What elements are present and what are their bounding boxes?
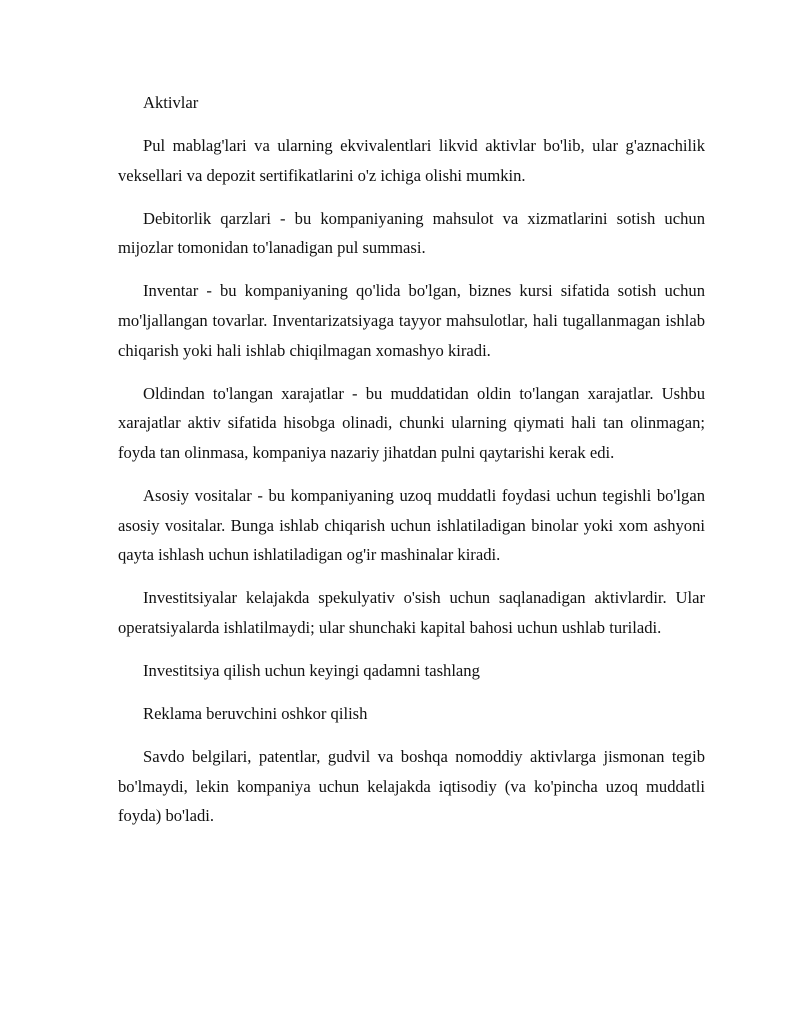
paragraph-investments: Investitsiyalar kelajakda spekulyativ o'sish uchun saqlanadigan aktivlardir. Ular operatsiyalarda ishlatilmaydi; ular shunchaki kapital bahosi uchun ushlab turiladi. bbox=[118, 588, 705, 637]
paragraph-next-step: Investitsiya qilish uchun keyingi qadamni tashlang bbox=[143, 661, 480, 680]
paragraph-cash: Pul mablag'lari va ularning ekvivalentlari likvid aktivlar bo'lib, ular g'aznachilik veksellari va depozit sertifikatlarini o'z ichiga olishi mumkin. bbox=[118, 136, 705, 185]
paragraph-intangibles: Savdo belgilari, patentlar, gudvil va boshqa nomoddiy aktivlarga jismonan tegib bo'lmaydi, lekin kompaniya uchun kelajakda iqtisodiy (va ko'pincha uzoq muddatli foyda) bo'ladi. bbox=[118, 747, 705, 826]
paragraph-prepaid-expenses: Oldindan to'langan xarajatlar - bu muddatidan oldin to'langan xarajatlar. Ushbu xarajatlar aktiv sifatida hisobga olinadi, chunki ularning qiymati hali tan olinmagan; foyda tan olinmasa, kompaniya nazariy jihatdan pulni qaytarishi kerak edi. bbox=[118, 383, 705, 462]
paragraph-advertiser-disclosure: Reklama beruvchini oshkor qilish bbox=[143, 704, 368, 724]
document-body bbox=[118, 88, 705, 844]
paragraph-inventory: Inventar - bu kompaniyaning qo'lida bo'lgan, biznes kursi sifatida sotish uchun mo'ljallangan tovarlar. Inventarizatsiyaga tayyor mahsulotlar, hali tugallanmagan ishlab chiqarish yoki hali ishlab chiqilmagan xomashyo kiradi. bbox=[118, 281, 705, 360]
paragraph-receivables: Debitorlik qarzlari - bu kompaniyaning mahsulot va xizmatlarini sotish uchun mijozlar tomonidan to'lanadigan pul summasi. bbox=[118, 208, 705, 258]
section-heading: Aktivlar bbox=[143, 93, 199, 112]
paragraph-fixed-assets: Asosiy vositalar - bu kompaniyaning uzoq muddatli foydasi uchun tegishli bo'lgan asosiy vositalar. Bunga ishlab chiqarish uchun ishlatiladigan binolar yoki xom ashyoni qayta ishlash uchun ishlatiladigan og'ir mashinalar kiradi. bbox=[118, 486, 705, 565]
